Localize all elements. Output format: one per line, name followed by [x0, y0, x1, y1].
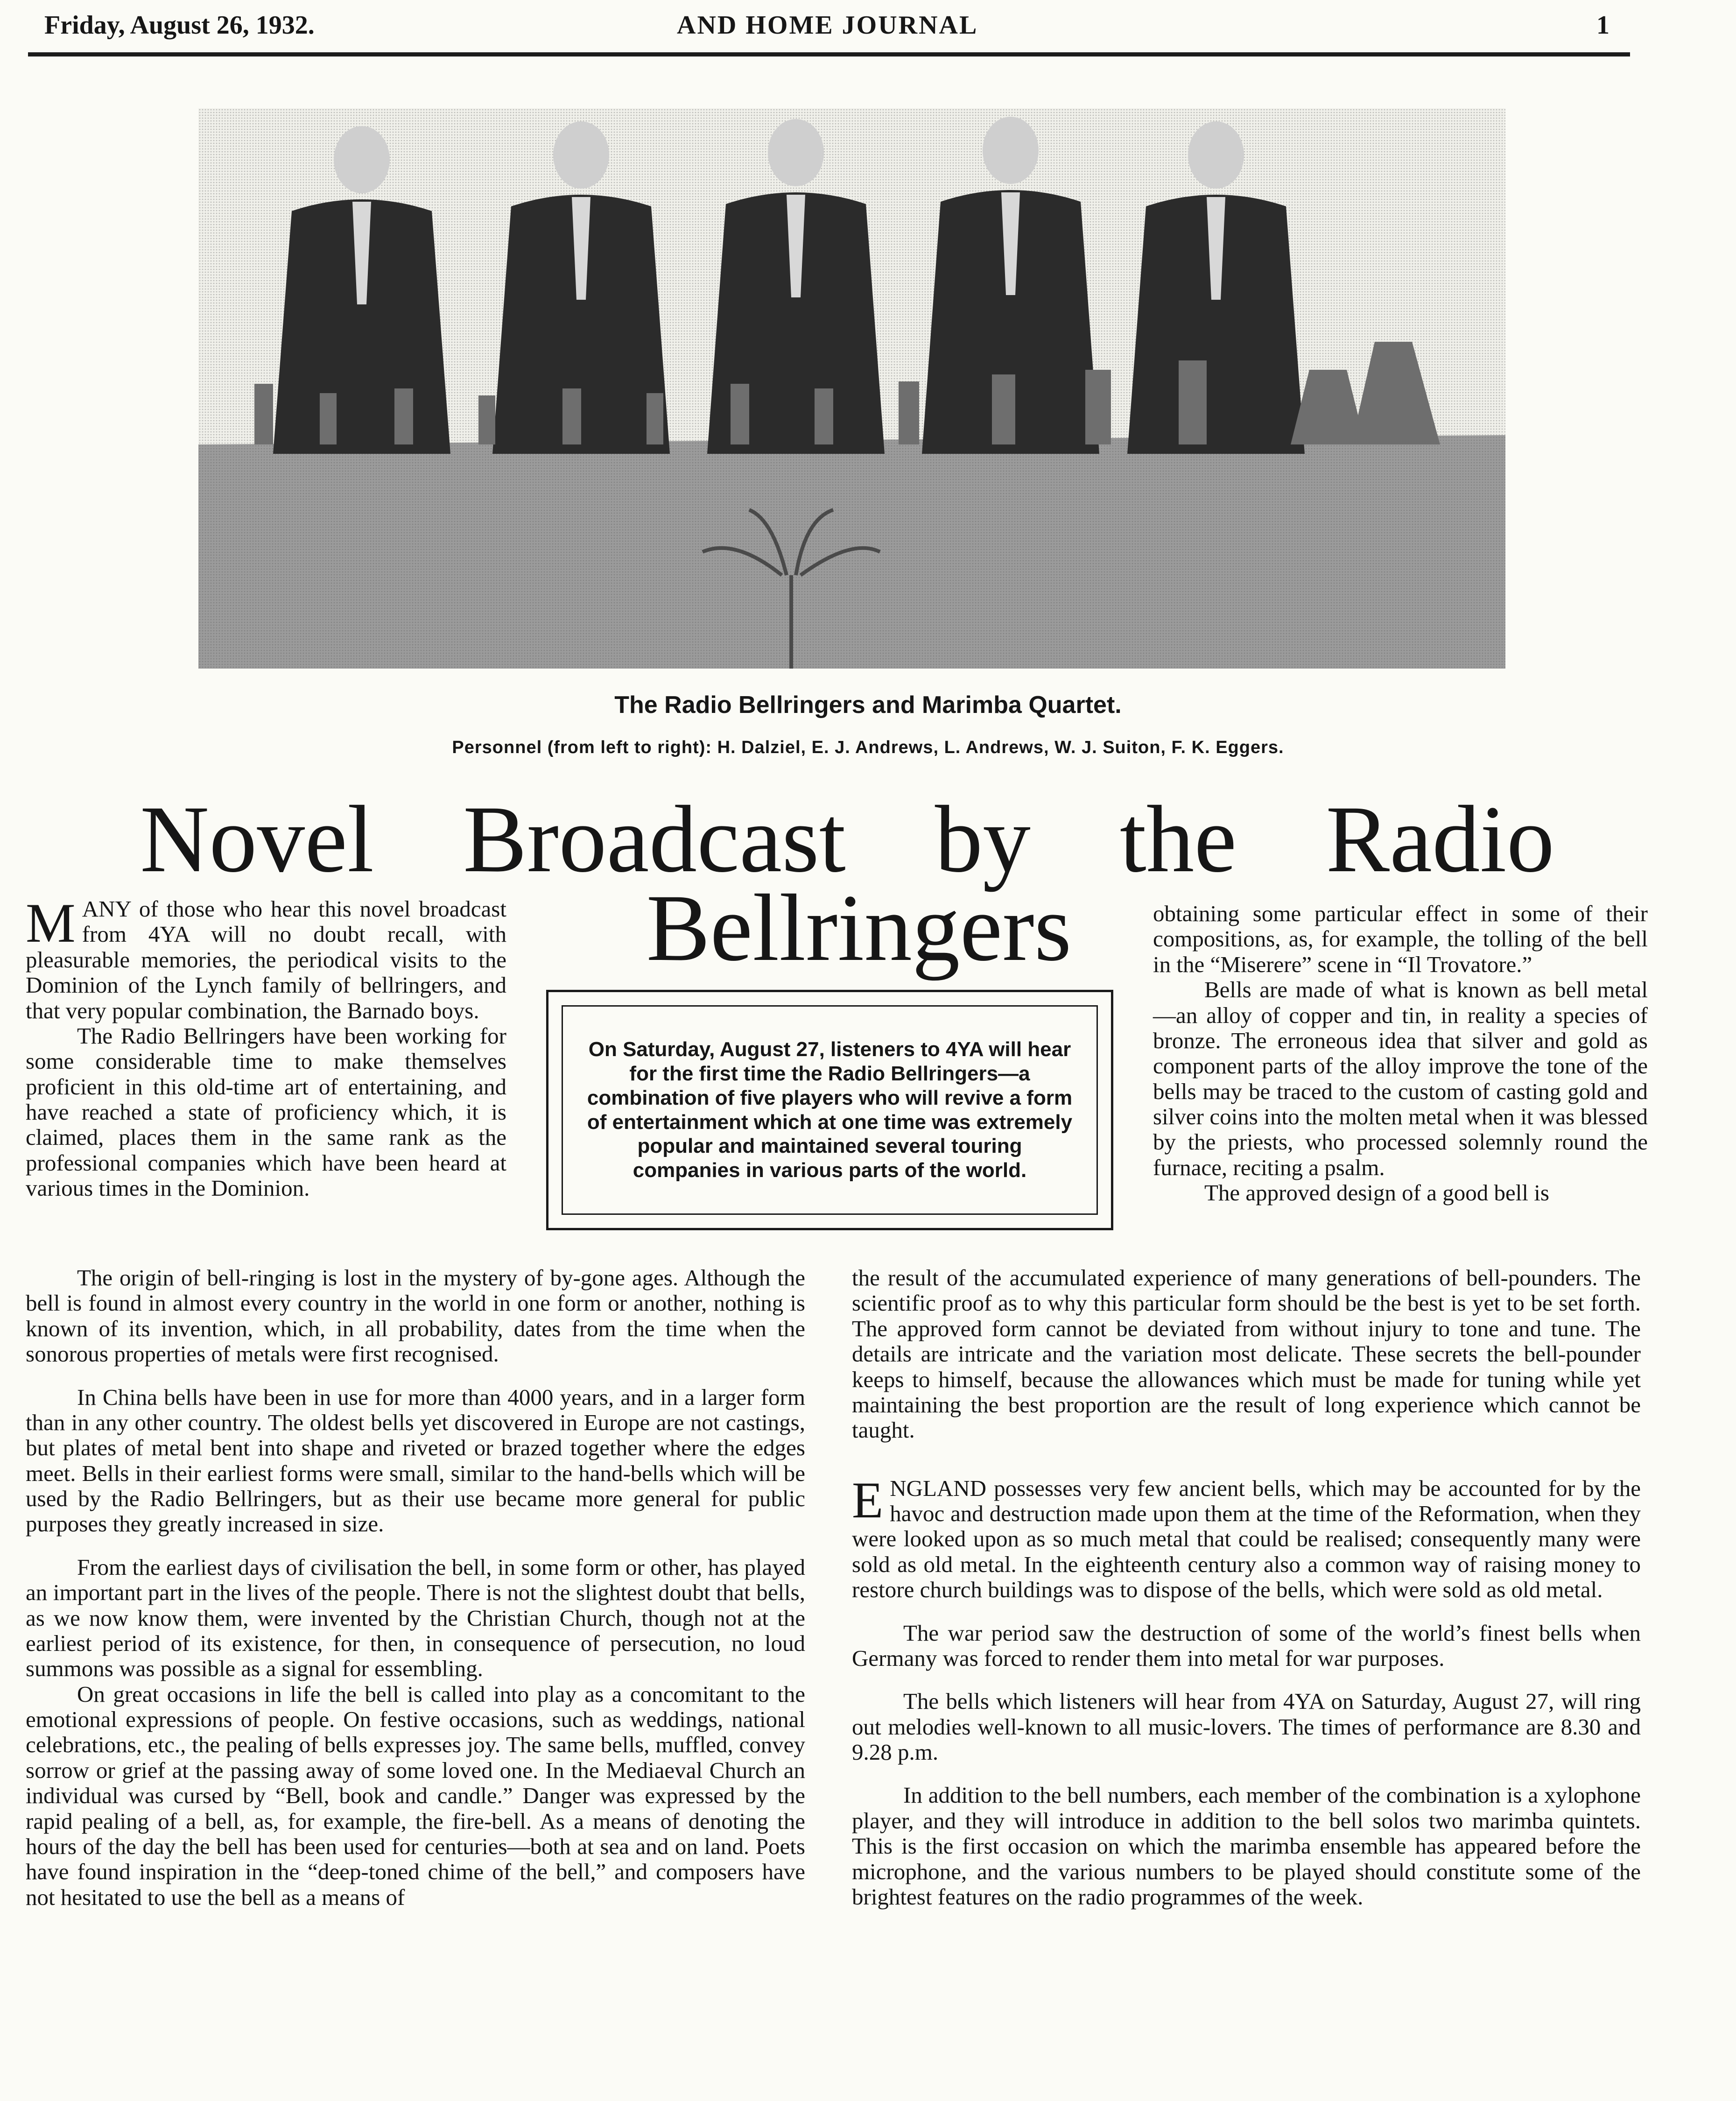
publication-name: AND HOME JOURNAL [677, 11, 978, 40]
bellringers-photo [198, 108, 1505, 669]
paragraph: In addition to the bell numbers, each member of the combination is a xylophone player, and they will introduce in addition to the bell solos two marimba quintets. This is the first occasion on which the marimba ensemble has appeared before the microphone, and the various numbers to be played should constitute some of the brightest features on the radio programmes of the week. [852, 1782, 1641, 1910]
paragraph: The origin of bell-ringing is lost in the mystery of by-gone ages. Although the bell is found in almost every country in the world in one form or another, nothing is known of its invention, which, in all probability, dates from the time when the sonorous properties of metals were first recognised. [26, 1265, 805, 1367]
paragraph: the result of the accumulated experience of many generations of bell-pounders. The scientific proof as to why this particular form should be the best is yet to be set forth. The approved form cannot be deviated from without injury to tone and tune. The details are intricate and the variation most delicate. These secrets the bell-pounder keeps to himself, because the allowances which must be made for tuning while yet maintaining the best proportion are the result of long experience which cannot be taught. [852, 1265, 1641, 1443]
paragraph: obtaining some particular effect in some of their compositions, as, for example, the tolling of the bell in the “Miserere” scene in “Il Trovatore.” [1153, 901, 1648, 977]
dropcap-m: M [26, 892, 76, 954]
callout-text: On Saturday, August 27, listeners to 4YA will hear for the first time the Radio Bellringers—a combination of five players who will revive a form of entertainment which at one time was extremely popular and maintained several touring companies in various parts of the world. [587, 1037, 1073, 1182]
paragraph: The Radio Bellringers have been working for some considerable time to make themselves proficient in this old-time art of entertaining, and have reached a state of proficiency which, it is claimed, places them in the same rank as the professional companies which have been heard at various times in the Dominion. [26, 1022, 506, 1201]
headline-line-2: Bellringers [646, 875, 1072, 981]
paragraph: Bells are made of what is known as bell metal—an alloy of copper and tin, in reality a species of bronze. The erroneous idea that silver and gold as component parts of the alloy improve the tone of the bells may be traced to the custom of casting gold and silver coins into the molten metal when it was blessed by the priests, who processed solemnly round the furnace, reciting a psalm. [1153, 977, 1648, 1180]
column-right-bottom [852, 1265, 1641, 1910]
paragraph: The war period saw the destruction of some of the world’s finest bells when Germany was forced to render them into metal for war purposes. [852, 1620, 1641, 1671]
paragraph: The approved design of a good bell is [1204, 1180, 1549, 1206]
paragraph: In China bells have been in use for more than 4000 years, and in a larger form than in any other country. The oldest bells yet discovered in Europe are not castings, but plates of metal bent into shape and riveted or brazed together where the edges meet. Bells in their earliest forms were small, similar to the hand-bells which will be used by the Radio Bellringers, but as their use became more general for public purposes they greatly increased in size. [26, 1384, 805, 1537]
dropcap-e: E [852, 1471, 884, 1529]
intro-paragraph: MANY of those who hear this novel broadcast from 4YA will no doubt recall, with pleasurable memories, the periodical visits to the Dominion of the Lynch family of bellringers, and that very popular combination, the Barnado boys. [26, 892, 506, 1023]
paragraph: From the earliest days of civilisation the bell, in some form or other, has played an important part in the lives of the people. There is not the slightest doubt that bells, as we now know them, were invented by the Christian Church, though not at the earliest period of its existence, for then, in consequence of persecution, no loud summons was possible as a signal for essembling. [26, 1554, 805, 1682]
photo-personnel: Personnel (from left to right): H. Dalziel, E. J. Andrews, L. Andrews, W. J. Suiton, F. K. Eggers. [452, 738, 1284, 757]
photo-caption: The Radio Bellringers and Marimba Quartet. [614, 691, 1122, 719]
header-rule [28, 52, 1630, 56]
callout-box [546, 990, 1113, 1230]
issue-date: Friday, August 26, 1932. [44, 11, 315, 40]
page-number: 1 [1596, 11, 1609, 40]
headline-line-1: Novel Broadcast by the Radio [140, 786, 1554, 892]
column-left-bottom [26, 1265, 805, 1910]
column-right-top [1153, 901, 1648, 1206]
column-left-top [26, 892, 506, 1201]
paragraph: On great occasions in life the bell is called into play as a concomitant to the emotional expressions of people. On festive occasions, such as weddings, national celebrations, etc., the pealing of bells expresses joy. The same bells, muffled, convey sorrow or grief at the passing away of some loved one. In the Mediaeval Church an individual was cursed by “Bell, book and candle.” Danger was expressed by the rapid pealing of a bell, as, for example, the fire-bell. As a means of denoting the hours of the day the bell has been used for centuries—both at sea and on land. Poets have found inspiration in the “deep-toned chime of the bell,” and composers have not hesitated to use the bell as a means of [26, 1681, 805, 1910]
paragraph: The bells which listeners will hear from 4YA on Saturday, August 27, will ring out melodies well-known to all music-lovers. The times of performance are 8.30 and 9.28 p.m. [852, 1688, 1641, 1765]
england-paragraph: ENGLAND possesses very few ancient bells, which may be accounted for by the havoc and destruction made upon them at the time of the Reformation, when they were looked upon as so much metal that could be realised; consequently many were sold as old metal. In the eighteenth century also a common way of raising money to restore church buildings was to dispose of the bells, which were sold as old metal. [852, 1471, 1641, 1603]
